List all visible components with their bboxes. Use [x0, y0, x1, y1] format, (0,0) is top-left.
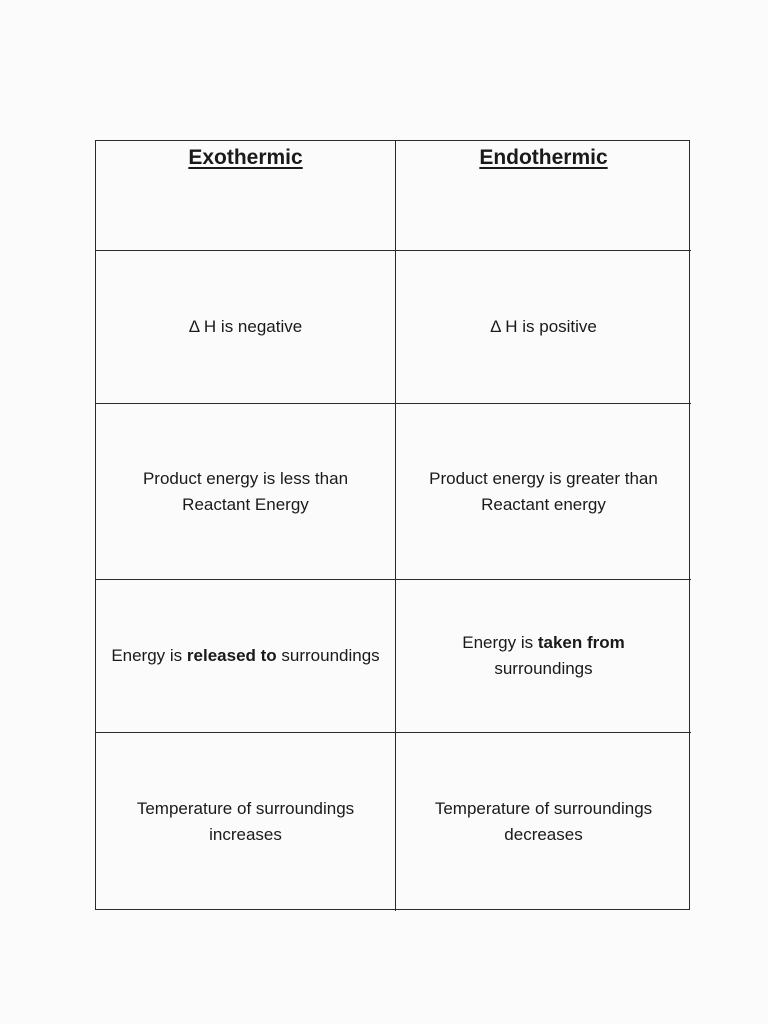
cell-exothermic-enthalpy	[96, 251, 396, 404]
comparison-table	[95, 140, 690, 910]
text-suffix: surroundings	[276, 646, 380, 665]
cell-text-block	[143, 466, 348, 518]
cell-text: Δ H is positive	[490, 317, 597, 336]
cell-text-line: Product energy is less than	[142, 468, 349, 488]
header-cell-endothermic	[396, 141, 691, 251]
cell-text-line	[462, 630, 625, 656]
cell-text-block	[429, 466, 658, 518]
cell-text: Δ H is negative	[188, 317, 303, 336]
text-prefix: Energy is	[111, 646, 187, 665]
header-endothermic: Endothermic	[479, 146, 608, 169]
cell-exothermic-energy-flow	[96, 580, 396, 733]
cell-text-line	[111, 643, 379, 669]
cell-exothermic-temperature	[96, 733, 396, 911]
cell-exothermic-product-energy	[96, 404, 396, 580]
cell-endothermic-energy-flow	[396, 580, 691, 733]
text-bold: taken from	[537, 633, 625, 652]
cell-text-line: decreases	[504, 825, 583, 844]
cell-text-block	[435, 796, 652, 848]
cell-text-line: increases	[209, 825, 282, 844]
header-exothermic: Exothermic	[188, 146, 303, 169]
cell-endothermic-temperature	[396, 733, 691, 911]
cell-text-line: surroundings	[494, 659, 593, 678]
cell-text-line: Product energy is greater than	[429, 468, 658, 488]
cell-endothermic-enthalpy	[396, 251, 691, 404]
cell-text-block	[462, 630, 625, 682]
cell-text-line: Temperature of surroundings	[434, 799, 653, 818]
text-bold: released to	[186, 646, 277, 665]
header-cell-exothermic	[96, 141, 396, 251]
cell-endothermic-product-energy	[396, 404, 691, 580]
text-prefix: Energy is	[462, 633, 538, 652]
cell-text-line: Reactant energy	[481, 494, 606, 514]
cell-text-block	[137, 796, 354, 848]
cell-text-line: Temperature of surroundings	[136, 799, 355, 818]
cell-text-line: Reactant Energy	[182, 494, 309, 514]
